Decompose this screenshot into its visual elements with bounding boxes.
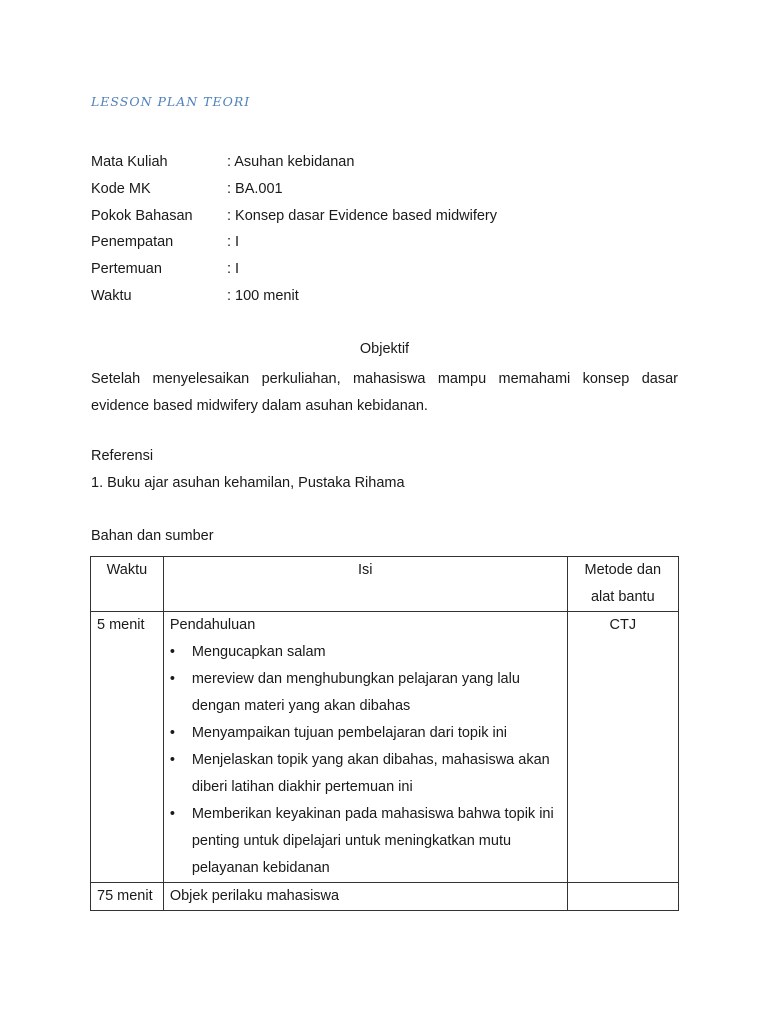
page-title: LESSON PLAN TEORI <box>91 94 251 109</box>
cell-isi <box>163 612 567 883</box>
bullet-list <box>170 639 561 882</box>
section-title: Objek perilaku mahasiswa <box>169 888 340 904</box>
objective-text: Setelah menyelesaikan perkuliahan, mahasiswa mampu memahami konsep dasar evidence based midwifery dalam asuhan kebidanan. <box>91 371 678 414</box>
list-item-text: mereview dan menghubungkan pelajaran yang lalu dengan materi yang akan dibahas <box>191 671 520 714</box>
bullet-icon: • <box>169 725 175 741</box>
list-item <box>169 801 561 882</box>
list-item-text: Menyampaikan tujuan pembelajaran dari topik ini <box>191 725 507 741</box>
info-label: Kode MK <box>91 180 151 197</box>
references-heading: Referensi <box>91 448 154 464</box>
list-item-text: Memberikan keyakinan pada mahasiswa bahwa topik ini penting untuk dipelajari untuk meningkatkan mutu pelayanan kebidanan <box>191 806 554 876</box>
cell-isi <box>163 883 567 911</box>
cell-waktu: 75 menit <box>91 883 164 911</box>
info-row <box>91 232 497 259</box>
list-item <box>169 639 561 666</box>
list-item <box>169 720 561 747</box>
bullet-icon: • <box>169 644 175 660</box>
bullet-icon: • <box>169 752 175 768</box>
table-row <box>91 883 679 911</box>
cell-waktu: 5 menit <box>91 612 164 883</box>
header-waktu: Waktu <box>91 557 164 612</box>
table-row <box>91 612 679 883</box>
list-item-text: Mengucapkan salam <box>191 644 326 660</box>
info-row <box>91 286 497 313</box>
lesson-plan-table <box>90 556 679 911</box>
info-label: Mata Kuliah <box>91 154 168 170</box>
info-value: : Konsep dasar Evidence based midwifery <box>227 207 498 224</box>
info-label: Pokok Bahasan <box>91 207 193 224</box>
info-row <box>91 179 497 206</box>
info-value: : I <box>227 234 240 251</box>
reference-item: 1. Buku ajar asuhan kehamilan, Pustaka Rihama <box>91 475 405 491</box>
info-label: Waktu <box>91 287 132 304</box>
header-isi: Isi <box>163 557 567 612</box>
materials-heading: Bahan dan sumber <box>91 528 214 544</box>
info-value: : Asuhan kebidanan <box>227 154 355 170</box>
info-value: : I <box>227 261 240 278</box>
cell-metode: CTJ <box>567 612 678 883</box>
info-label: Penempatan <box>91 234 174 251</box>
info-label: Pertemuan <box>91 261 162 278</box>
course-info <box>91 152 497 313</box>
table-header-row <box>91 557 679 612</box>
info-row <box>91 152 497 179</box>
list-item-text: Menjelaskan topik yang akan dibahas, mahasiswa akan diberi latihan diakhir pertemuan ini <box>191 752 550 795</box>
header-metode: Metode dan alat bantu <box>567 557 678 612</box>
info-row <box>91 259 497 286</box>
info-value: : BA.001 <box>227 180 283 197</box>
section-title: Pendahuluan <box>169 617 256 633</box>
bullet-icon: • <box>169 806 175 822</box>
objective-heading: Objektif <box>359 341 410 357</box>
list-item <box>169 666 561 720</box>
list-item <box>169 747 561 801</box>
info-row <box>91 206 497 233</box>
cell-metode <box>567 883 678 911</box>
bullet-icon: • <box>169 671 175 687</box>
info-value: : 100 menit <box>227 287 299 304</box>
